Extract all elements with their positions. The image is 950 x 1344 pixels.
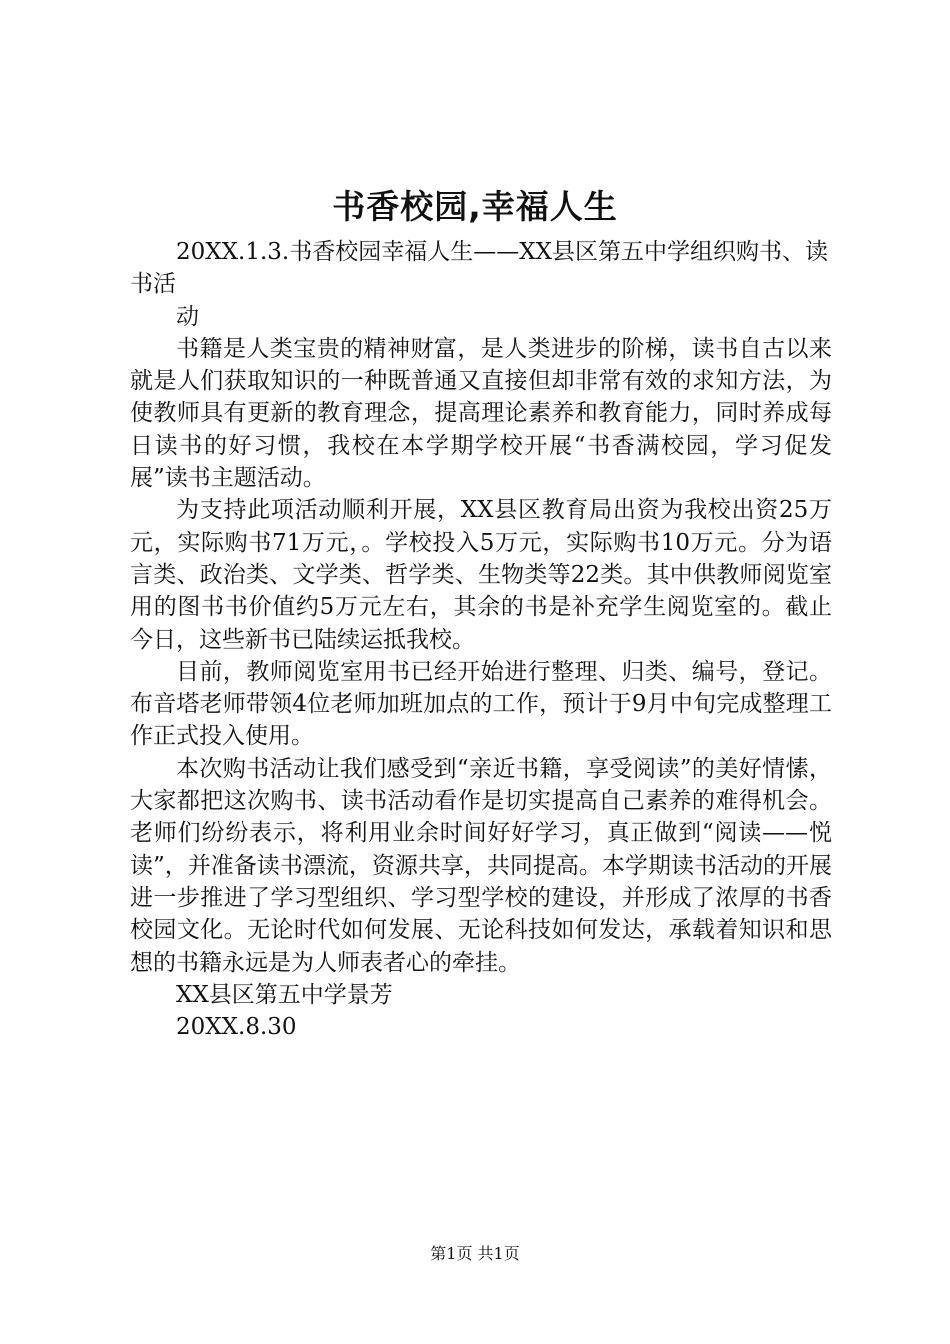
paragraph: 书籍是人类宝贵的精神财富，是人类进步的阶梯，读书自古以来就是人们获取知识的一种既普通又直接但却非常有效的求知方法，为使教师具有更新的教育理念，提高理论素养和教育能力，同时养成每日读书的好习惯，我校在本学期学校开展“书香满校园，学习促发展”读书主题活动。 [130,335,832,492]
paragraph: 为支持此项活动顺利开展，XX县区教育局出资为我校出资25万元，实际购书71万元，。学校投入5万元，实际购书10万元。分为语言类、政治类、文学类、哲学类、生物类等22类。其中供教师阅览室用的图书书价值约5万元左右，其余的书是补充学生阅览室的。截止今日，这些新书已陆续运抵我校。 [130,497,832,653]
paragraph: 目前，教师阅览室用书已经开始进行整理、归类、编号，登记。布音塔老师带领4位老师加班加点的工作，预计于9月中旬完成整理工作正式投入使用。 [130,658,832,750]
article-heading-line: 20XX.1.3.书香校园幸福人生——XX县区第五中学组织购书、读书活 [130,239,828,298]
signature-date: 20XX.8.30 [176,1014,297,1041]
article-heading-tail: 动 [176,303,199,330]
paragraph: 本次购书活动让我们感受到“亲近书籍，享受阅读”的美好情愫，大家都把这次购书、读书活动看作是切实提高自己素养的难得机会。老师们纷纷表示，将利用业余时间好好学习，真正做到“阅读——悦读”，并准备读书漂流，资源共享，共同提高。本学期读书活动的开展进一步推进了学习型组织、学习型学校的建设，并形成了浓厚的书香校园文化。无论时代如何发展、无论科技如何发达，承载着知识和思想的书籍永远是为人师表者心的牵挂。 [130,755,832,976]
document-body [130,236,832,1043]
page-footer: 第1页 共1页 [430,1244,520,1263]
signature: XX县区第五中学景芳 [176,981,393,1008]
document-title: 书香校园,幸福人生 [332,187,618,226]
